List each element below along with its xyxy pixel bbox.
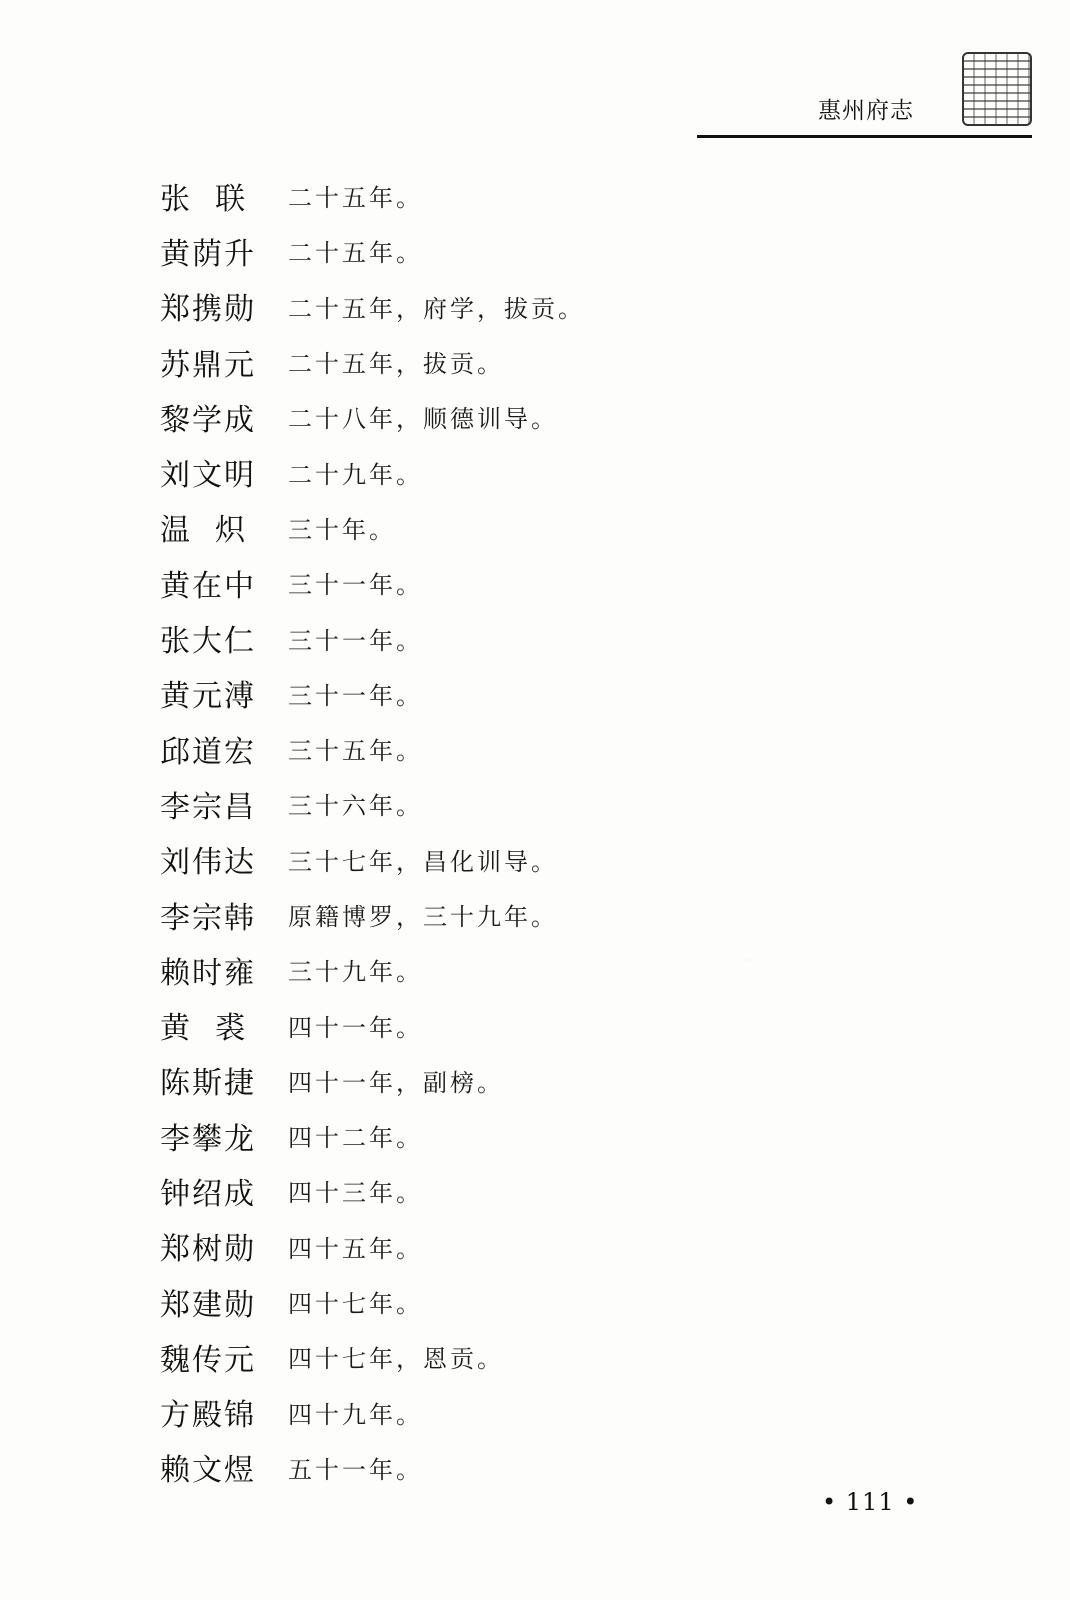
entry-name: 郑建勋 (160, 1287, 256, 1323)
entry-name: 郑树勋 (160, 1232, 256, 1268)
entry-name: 黎学成 (160, 402, 256, 438)
entry-name: 张 联 (160, 181, 248, 217)
entry-note: 四十七年，恩贡。 (288, 1345, 504, 1374)
entry-name: 赖时雍 (160, 955, 256, 991)
entry-list (160, 168, 585, 1495)
entry-note: 二十五年。 (288, 239, 423, 268)
list-item (160, 832, 585, 887)
entry-note: 二十八年，顺德训导。 (288, 405, 558, 434)
page-number: • 111 • (822, 1488, 919, 1516)
list-item (160, 1274, 585, 1329)
list-item (160, 1108, 585, 1163)
list-item (160, 887, 585, 942)
entry-note: 四十二年。 (288, 1124, 423, 1153)
entry-note: 三十六年。 (288, 792, 423, 821)
list-item (160, 555, 585, 610)
seal-stamp-icon (962, 52, 1032, 126)
entry-name: 赖文煜 (160, 1453, 256, 1489)
entry-note: 四十七年。 (288, 1290, 423, 1319)
entry-name: 黄 裘 (160, 1011, 248, 1047)
list-item (160, 610, 585, 665)
running-header-title: 惠州府志 (818, 98, 914, 124)
entry-name: 郑携勋 (160, 292, 256, 328)
entry-name: 李宗韩 (160, 900, 256, 936)
list-item (160, 444, 585, 499)
entry-name: 张大仁 (160, 624, 256, 660)
list-item (160, 389, 585, 444)
entry-note: 三十九年。 (288, 958, 423, 987)
list-item (160, 721, 585, 776)
list-item (160, 279, 585, 334)
entry-name: 黄元溥 (160, 679, 256, 715)
list-item (160, 776, 585, 831)
entry-note: 三十七年，昌化训导。 (288, 847, 558, 876)
entry-name: 李宗昌 (160, 789, 256, 825)
entry-name: 黄荫升 (160, 236, 256, 272)
list-item (160, 1440, 585, 1495)
list-item (160, 223, 585, 278)
list-item (160, 1163, 585, 1218)
list-item (160, 1053, 585, 1108)
list-item (160, 500, 585, 555)
header-rule (697, 135, 1032, 138)
entry-name: 苏鼎元 (160, 347, 256, 383)
entry-note: 二十五年，拔贡。 (288, 350, 504, 379)
list-item (160, 1385, 585, 1440)
list-item (160, 997, 585, 1052)
entry-name: 刘伟达 (160, 845, 256, 881)
entry-name: 李攀龙 (160, 1121, 256, 1157)
list-item (160, 666, 585, 721)
entry-name: 方殿锦 (160, 1398, 256, 1434)
entry-name: 陈斯捷 (160, 1066, 256, 1102)
entry-note: 原籍博罗，三十九年。 (288, 903, 558, 931)
entry-note: 四十一年，副榜。 (288, 1068, 504, 1097)
entry-note: 二十五年，府学，拔贡。 (288, 294, 585, 323)
entry-note: 二十九年。 (288, 460, 423, 489)
entry-name: 刘文明 (160, 458, 256, 494)
entry-name: 魏传元 (160, 1342, 256, 1378)
entry-name: 邱道宏 (160, 734, 256, 770)
list-item (160, 942, 585, 997)
entry-note: 四十三年。 (288, 1179, 423, 1208)
entry-note: 三十一年。 (288, 681, 423, 710)
entry-note: 四十五年。 (288, 1234, 423, 1263)
list-item (160, 1329, 585, 1384)
entry-note: 三十五年。 (288, 737, 423, 766)
entry-note: 五十一年。 (288, 1455, 423, 1484)
list-item (160, 334, 585, 389)
entry-note: 二十五年。 (288, 184, 423, 213)
entry-name: 黄在中 (160, 568, 256, 604)
entry-name: 温 炽 (160, 513, 248, 549)
entry-note: 四十九年。 (288, 1400, 423, 1429)
list-item (160, 1219, 585, 1274)
list-item (160, 168, 585, 223)
entry-name: 钟绍成 (160, 1176, 256, 1212)
entry-note: 四十一年。 (288, 1013, 423, 1042)
entry-note: 三十年。 (288, 515, 396, 544)
entry-note: 三十一年。 (288, 571, 423, 600)
entry-note: 三十一年。 (288, 626, 423, 655)
